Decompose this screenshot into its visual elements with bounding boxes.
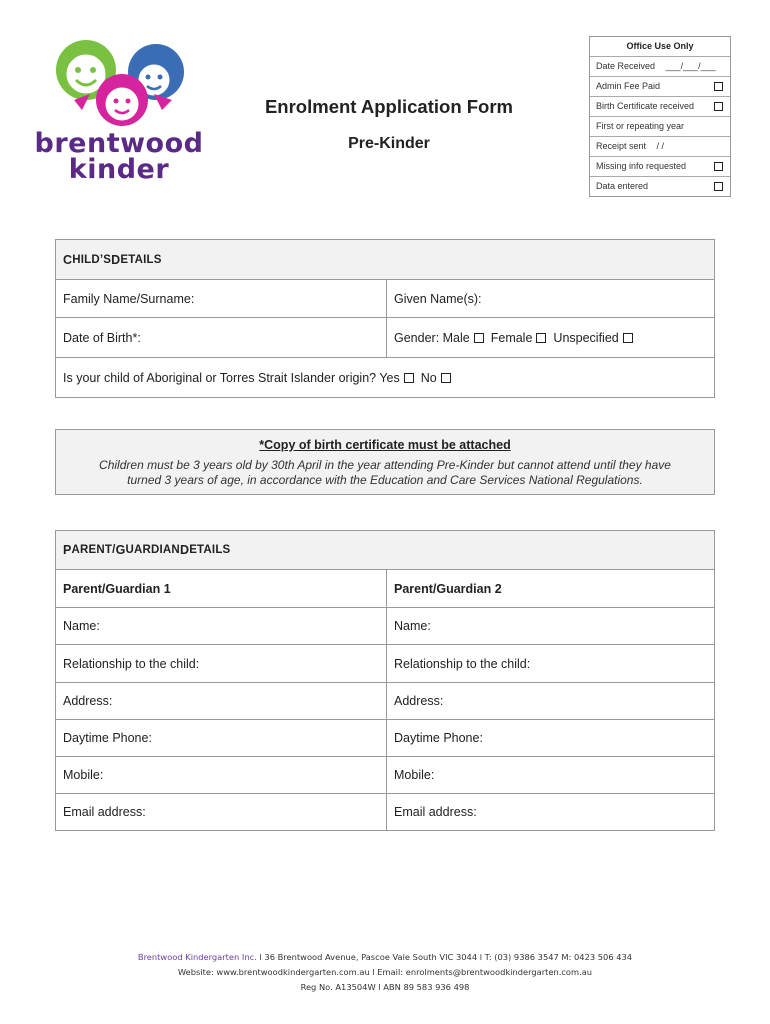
office-row-date-received bbox=[590, 57, 730, 77]
parent-name-row bbox=[56, 607, 714, 644]
field-label: Name: bbox=[394, 619, 431, 633]
parent-1-heading bbox=[56, 570, 386, 607]
parent-address-row bbox=[56, 682, 714, 719]
field-label: Relationship to the child: bbox=[63, 656, 200, 671]
parent-guardian-heading bbox=[56, 531, 714, 569]
parent-2-name-field[interactable] bbox=[386, 608, 714, 644]
atsi-row bbox=[56, 357, 714, 397]
footer-address: l 36 Brentwood Avenue, Pascoe Vale South VIC 3044 l T: (03) 9386 3547 M: 0423 506 434 bbox=[256, 952, 633, 962]
column-label: Parent/Guardian 1 bbox=[63, 581, 171, 596]
field-label: Address: bbox=[63, 694, 113, 708]
field-label: Daytime Phone: bbox=[63, 731, 152, 745]
parent-relationship-row bbox=[56, 644, 714, 682]
footer-org-name: Brentwood Kindergarten Inc. bbox=[137, 952, 257, 962]
field-label: Unspecified bbox=[553, 330, 619, 345]
childs-details-table bbox=[55, 239, 715, 398]
office-row-label: Missing info requested bbox=[596, 161, 687, 171]
family-name-field[interactable] bbox=[56, 280, 386, 317]
office-row-label: Data entered bbox=[596, 181, 649, 191]
atsi-field bbox=[56, 358, 714, 397]
atsi-no-checkbox[interactable] bbox=[441, 373, 451, 383]
office-row-date-blank[interactable]: ___/___/___ bbox=[665, 61, 716, 71]
office-row-missing-info bbox=[590, 157, 730, 177]
office-use-title: Office Use Only bbox=[590, 37, 730, 57]
field-label: Date of Birth*: bbox=[63, 330, 141, 345]
child-name-row bbox=[56, 279, 714, 317]
form-title: Enrolment Application Form bbox=[264, 96, 514, 117]
heading-text: ETAILS bbox=[189, 544, 231, 556]
field-label: Mobile: bbox=[63, 768, 104, 782]
parent-1-mobile-field[interactable] bbox=[56, 757, 386, 793]
parent-email-row bbox=[56, 793, 714, 830]
page-footer bbox=[0, 950, 770, 995]
field-label: Email address: bbox=[63, 805, 146, 819]
parent-daytime-phone-row bbox=[56, 719, 714, 756]
office-row-birth-certificate bbox=[590, 97, 730, 117]
office-row-label: First or repeating year bbox=[596, 121, 685, 131]
office-row-data-entered bbox=[590, 177, 730, 196]
column-label: Parent/Guardian 2 bbox=[394, 581, 502, 596]
parent-2-mobile-field[interactable] bbox=[386, 757, 714, 793]
field-label: No bbox=[420, 370, 437, 385]
field-label: Is your child of Aboriginal or Torres Strait Islander origin? Yes bbox=[63, 370, 400, 385]
heading-text: UARDIAN bbox=[125, 544, 180, 556]
office-row-receipt-sent bbox=[590, 137, 730, 157]
atsi-yes-checkbox[interactable] bbox=[404, 373, 414, 383]
heading-text: D bbox=[179, 543, 190, 557]
heading-text: ETAILS bbox=[120, 253, 162, 266]
heading-text: G bbox=[115, 543, 126, 557]
field-label: Daytime Phone: bbox=[394, 731, 483, 745]
office-row-admin-fee bbox=[590, 77, 730, 97]
field-label: Address: bbox=[394, 694, 444, 708]
parent-1-address-field[interactable] bbox=[56, 683, 386, 719]
data-entered-checkbox[interactable] bbox=[714, 182, 723, 191]
date-of-birth-field[interactable] bbox=[56, 318, 386, 357]
field-label: Relationship to the child: bbox=[394, 656, 531, 671]
parent-2-address-field[interactable] bbox=[386, 683, 714, 719]
child-dob-gender-row bbox=[56, 317, 714, 357]
footer-line-1 bbox=[0, 950, 770, 965]
office-row-label: Date Received bbox=[596, 61, 656, 71]
gender-male-checkbox[interactable] bbox=[474, 333, 484, 343]
parent-columns-row bbox=[56, 569, 714, 607]
parent-2-heading bbox=[386, 570, 714, 607]
notice-text: Children must be 3 years old by 30th April in the year attending Pre-Kinder but cannot attend until they have turned 3 years of age, in accordance with the Education and Care Services National Regulations. bbox=[99, 458, 671, 487]
brentwood-kinder-logo bbox=[34, 30, 204, 185]
logo-word-brentwood: brentwood bbox=[34, 128, 204, 159]
gender-unspecified-checkbox[interactable] bbox=[623, 333, 633, 343]
parent-1-daytime-phone-field[interactable] bbox=[56, 720, 386, 756]
field-label: Given Name(s): bbox=[394, 291, 482, 306]
given-names-field[interactable] bbox=[386, 280, 714, 317]
parent-1-email-field[interactable] bbox=[56, 794, 386, 830]
receipt-date-blank[interactable]: / / bbox=[656, 141, 665, 151]
parent-guardian-table bbox=[55, 530, 715, 831]
parent-1-name-field[interactable] bbox=[56, 608, 386, 644]
office-row-first-repeating bbox=[590, 117, 730, 137]
office-row-label: Receipt sent bbox=[596, 141, 647, 151]
field-label: Family Name/Surname: bbox=[63, 291, 195, 306]
heading-text: C bbox=[63, 252, 73, 267]
footer-line-3: Reg No. A13504W l ABN 89 583 936 498 bbox=[300, 982, 470, 992]
field-label: Email address: bbox=[394, 805, 477, 819]
admin-fee-checkbox[interactable] bbox=[714, 82, 723, 91]
field-label: Name: bbox=[63, 619, 100, 633]
birth-certificate-checkbox[interactable] bbox=[714, 102, 723, 111]
gender-female-checkbox[interactable] bbox=[536, 333, 546, 343]
missing-info-checkbox[interactable] bbox=[714, 162, 723, 171]
office-row-label: Admin Fee Paid bbox=[596, 81, 661, 91]
parent-2-email-field[interactable] bbox=[386, 794, 714, 830]
notice-heading: *Copy of birth certificate must be attached bbox=[259, 438, 511, 452]
field-label: Mobile: bbox=[394, 768, 435, 782]
heading-text: HILD bbox=[72, 253, 100, 266]
heading-text: P bbox=[63, 543, 72, 557]
field-label: Female bbox=[490, 330, 533, 345]
office-use-box bbox=[589, 36, 731, 197]
heading-text: ’S bbox=[99, 253, 112, 266]
childs-details-heading bbox=[56, 240, 714, 279]
footer-line-2: Website: www.brentwoodkindergarten.com.au l Email: enrolments@brentwoodkindergarten.com.au bbox=[177, 967, 593, 977]
heading-text: ARENT bbox=[71, 544, 113, 556]
birth-certificate-notice bbox=[55, 429, 715, 495]
heading-text: D bbox=[111, 252, 121, 267]
field-label: Gender: Male bbox=[394, 330, 470, 345]
children-faces-logo-icon bbox=[34, 30, 204, 130]
parent-2-relationship-field[interactable] bbox=[386, 645, 714, 682]
parent-1-relationship-field[interactable] bbox=[56, 645, 386, 682]
office-row-label: Birth Certificate received bbox=[596, 101, 695, 111]
parent-mobile-row bbox=[56, 756, 714, 793]
logo-word-kinder: kinder bbox=[68, 154, 170, 185]
heading-text: / bbox=[112, 544, 116, 556]
form-subtitle: Pre-Kinder bbox=[348, 135, 430, 152]
parent-2-daytime-phone-field[interactable] bbox=[386, 720, 714, 756]
gender-field bbox=[386, 318, 714, 357]
